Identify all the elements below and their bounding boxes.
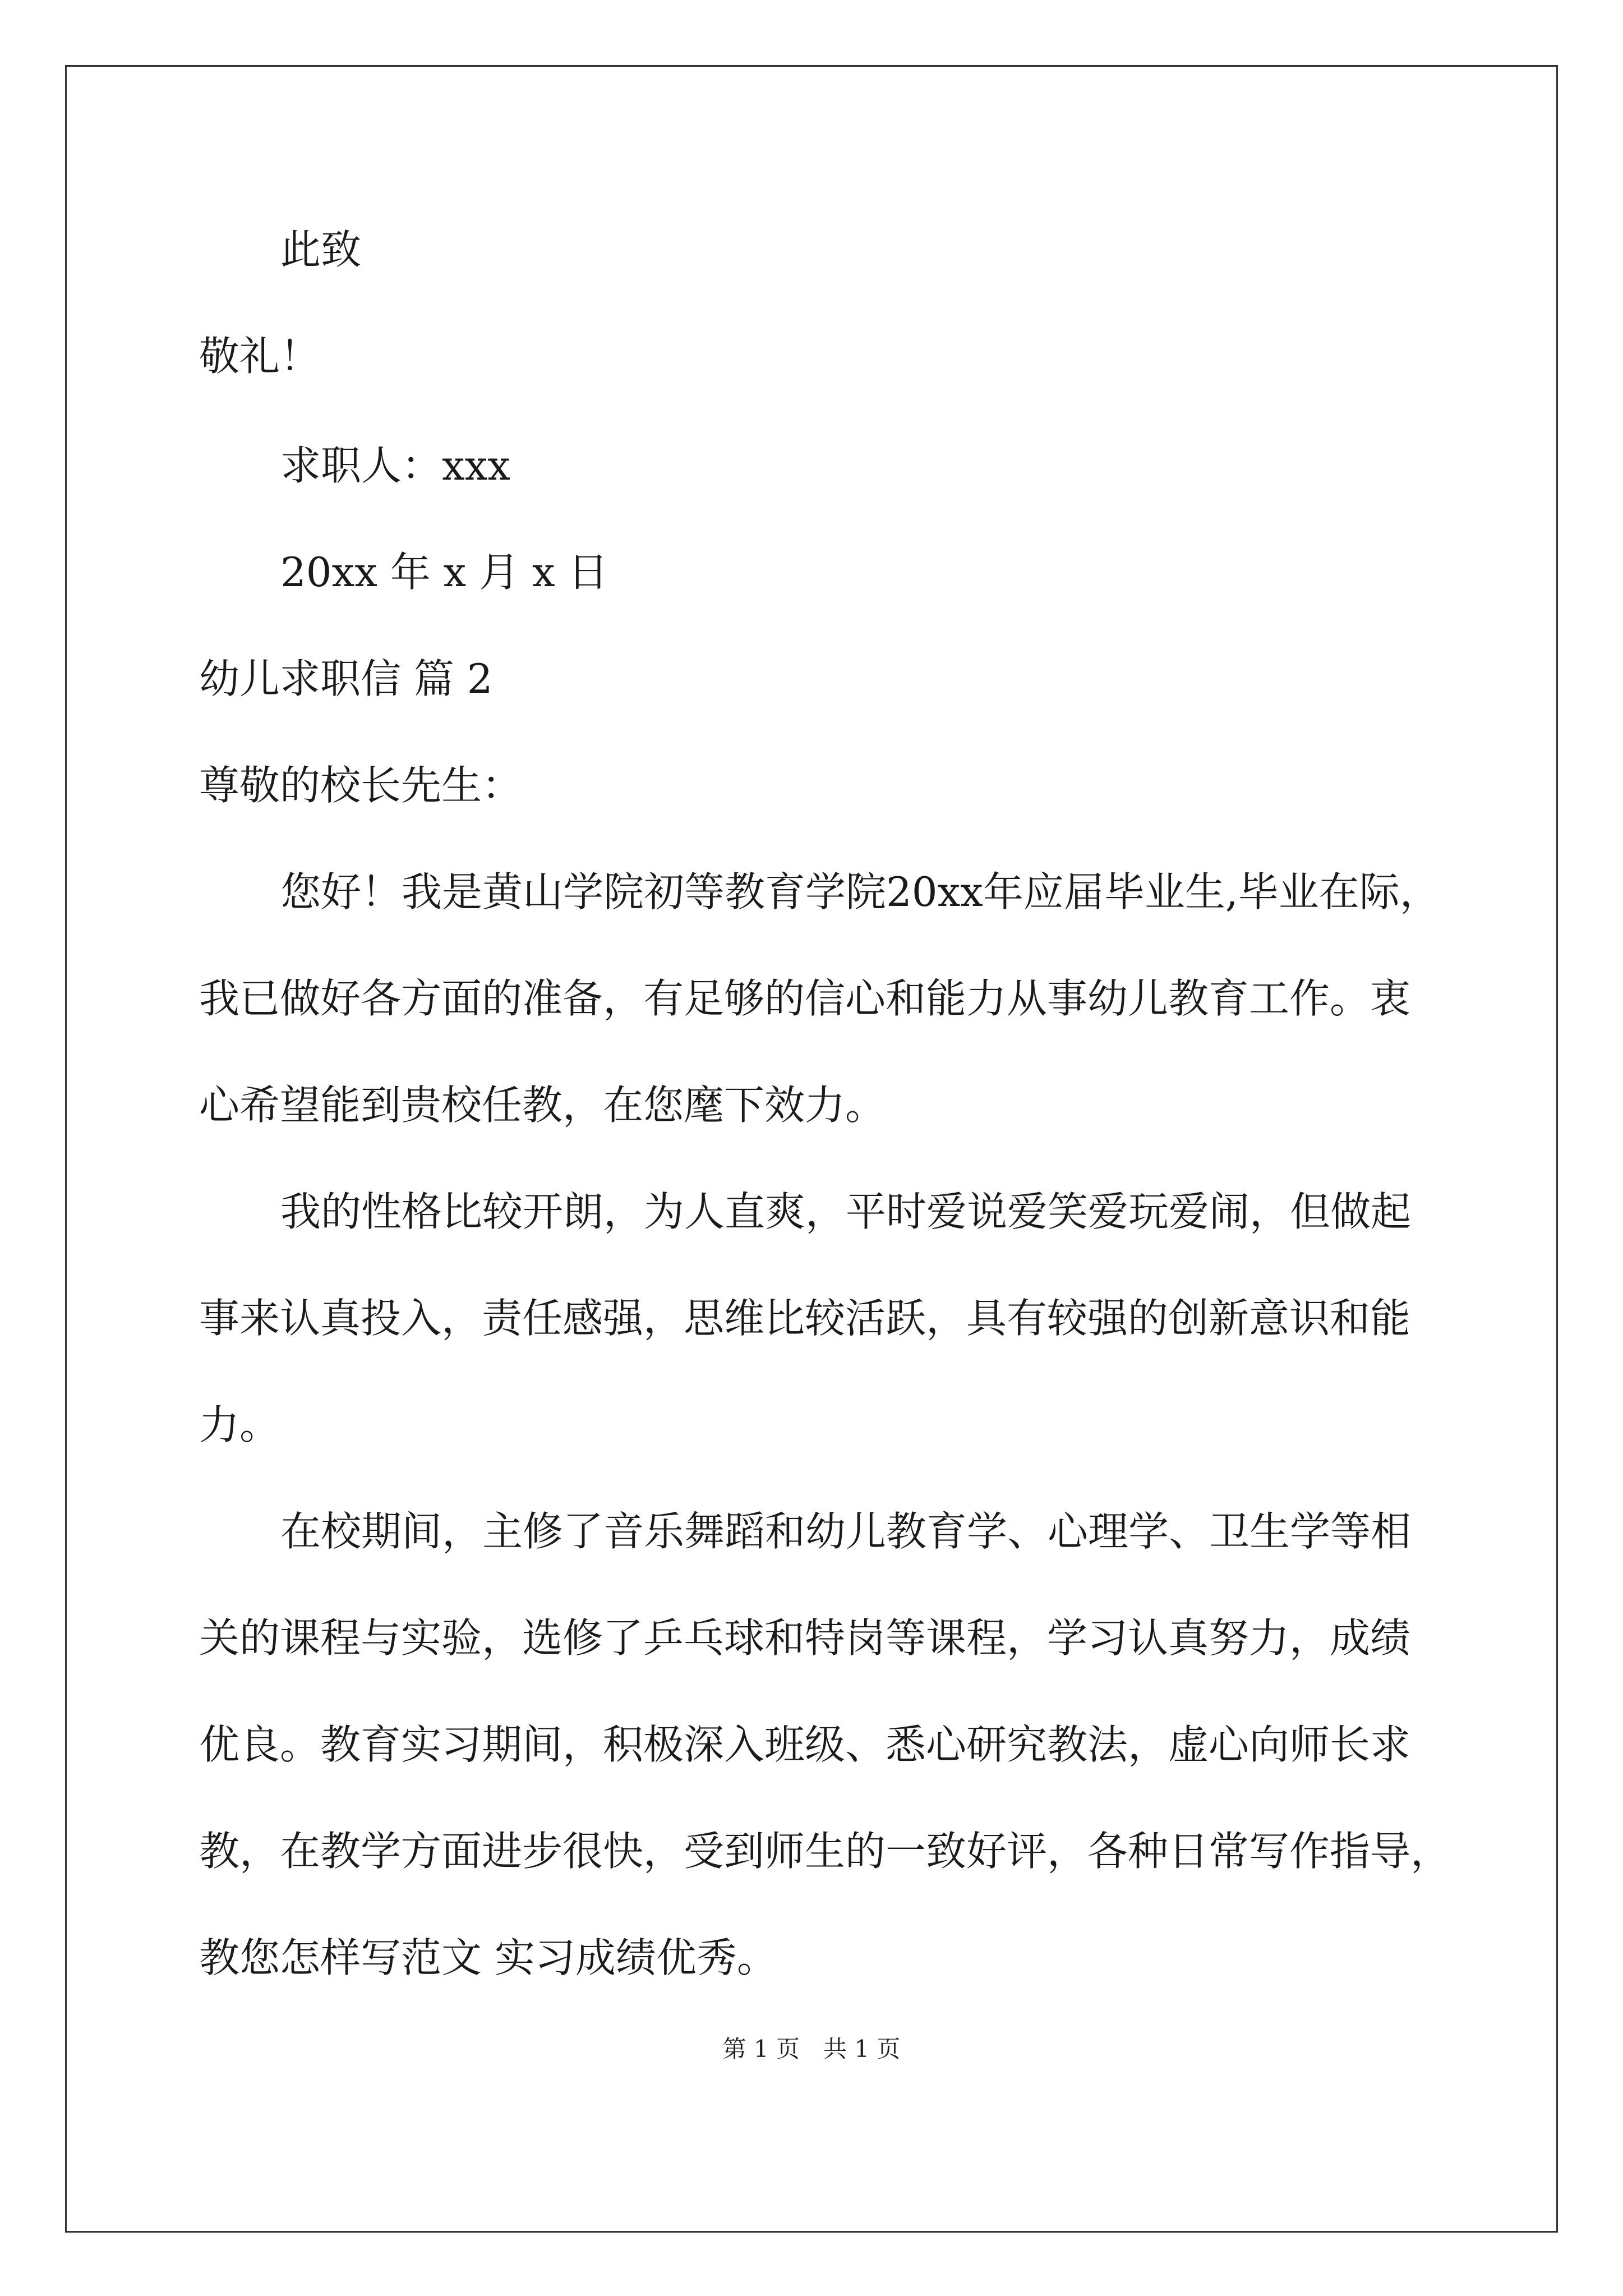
- paragraph-line: [280, 867, 1441, 917]
- paragraph-line: 优良。教育实习期间，积极深入班级、悉心研究教法，虚心向师长求: [199, 1721, 1411, 1768]
- paragraph-line: 我的性格比较开朗，为人直爽，平时爱说爱笑爱玩爱闹，但做起: [280, 1188, 1412, 1235]
- page-footer: 第 1 页 共 1 页: [722, 2035, 901, 2063]
- closing-jingli: 敬礼！: [199, 333, 321, 380]
- paragraph-line: 力。: [199, 1401, 280, 1448]
- date: 20xx 年 x 月 x 日: [280, 549, 608, 596]
- page-border: [65, 65, 1558, 2233]
- paragraph-line: 教，在教学方面进步很快，受到师生的一致好评，各种日常写作指导，: [199, 1828, 1451, 1875]
- paragraph-line: 关的课程与实验，选修了乒乓球和特岗等课程，学习认真努力，成绩: [199, 1614, 1411, 1662]
- paragraph-line: 事来认真投入，责任感强，思维比较活跃，具有较强的创新意识和能: [199, 1295, 1411, 1342]
- paragraph-line: 心希望能到贵校任教，在您麾下效力。: [199, 1082, 886, 1129]
- paragraph-line: 教您怎样写范文 实习成绩优秀。: [199, 1934, 777, 1981]
- text-run: 我已做好各方面的准备，有足够的信心和能力从事幼儿教育工作。衷: [199, 975, 1411, 1022]
- salutation: 尊敬的校长先生：: [199, 762, 523, 809]
- paragraph-line: [199, 973, 1441, 1024]
- closing-cizhi: 此致: [280, 226, 362, 273]
- paragraph-line: 在校期间，主修了音乐舞蹈和幼儿教育学、心理学、卫生学等相: [280, 1508, 1412, 1555]
- text-run: 您好！我是黄山学院初等教育学院20xx年应届毕业生,毕业在际，: [280, 868, 1440, 915]
- section-heading: 幼儿求职信 篇 2: [199, 655, 493, 702]
- signature: 求职人：xxx: [280, 442, 510, 489]
